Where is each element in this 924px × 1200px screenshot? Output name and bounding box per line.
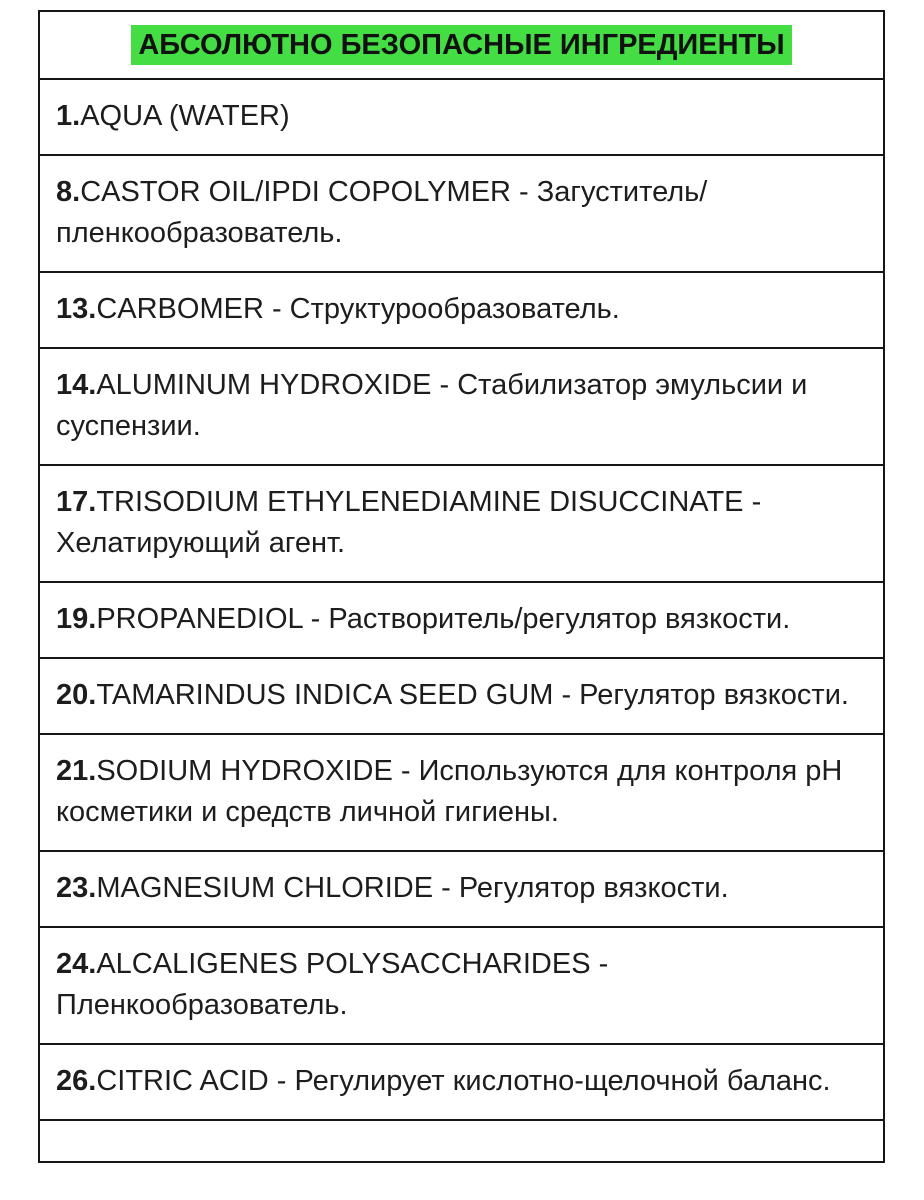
table-row xyxy=(40,349,883,466)
table-row xyxy=(40,1045,883,1121)
table-row-partial xyxy=(40,1121,883,1161)
table-row xyxy=(40,466,883,583)
ingredient-number: 19. xyxy=(56,603,97,635)
table-row xyxy=(40,80,883,156)
ingredient-number: 8. xyxy=(56,176,81,208)
ingredient-number: 26. xyxy=(56,1065,97,1097)
table-row xyxy=(40,156,883,273)
table-row xyxy=(40,928,883,1045)
ingredient-text: CITRIC ACID - Регулирует кислотно-щелочной баланс. xyxy=(96,1065,831,1097)
table-row xyxy=(40,583,883,659)
ingredient-number: 1. xyxy=(56,100,81,132)
table-row xyxy=(40,659,883,735)
ingredient-number: 20. xyxy=(56,679,97,711)
ingredient-text: TAMARINDUS INDICA SEED GUM - Регулятор вязкости. xyxy=(96,679,849,711)
ingredients-table xyxy=(38,10,885,1163)
ingredient-text: ALUMINUM HYDROXIDE - Стабилизатор эмульсии и суспензии. xyxy=(56,369,808,442)
table-body xyxy=(40,80,883,1121)
ingredient-text: AQUA (WATER) xyxy=(80,100,290,132)
ingredient-number: 14. xyxy=(56,369,97,401)
ingredient-number: 21. xyxy=(56,755,97,787)
ingredient-text: ALCALIGENES POLYSACCHARIDES - Пленкообразователь. xyxy=(56,948,609,1021)
ingredient-number: 23. xyxy=(56,872,97,904)
ingredient-number: 17. xyxy=(56,486,97,518)
table-header-row xyxy=(40,12,883,80)
table-row xyxy=(40,273,883,349)
ingredient-number: 13. xyxy=(56,293,97,325)
table-row xyxy=(40,852,883,928)
ingredient-text: MAGNESIUM CHLORIDE - Регулятор вязкости. xyxy=(96,872,729,904)
ingredient-number: 24. xyxy=(56,948,97,980)
ingredient-text: CARBOMER - Структурообразователь. xyxy=(96,293,620,325)
ingredient-text: PROPANEDIOL - Растворитель/регулятор вязкости. xyxy=(96,603,791,635)
ingredient-text: TRISODIUM ETHYLENEDIAMINE DISUCCINATE - Хелатирующий агент. xyxy=(56,486,762,559)
ingredient-text: SODIUM HYDROXIDE - Используются для контроля pH косметики и средств личной гигиены. xyxy=(56,755,843,828)
table-title: АБСОЛЮТНО БЕЗОПАСНЫЕ ИНГРЕДИЕНТЫ xyxy=(131,25,791,65)
table-row xyxy=(40,735,883,852)
ingredient-text: CASTOR OIL/IPDI COPOLYMER - Загуститель/пленкообразователь. xyxy=(56,176,708,249)
